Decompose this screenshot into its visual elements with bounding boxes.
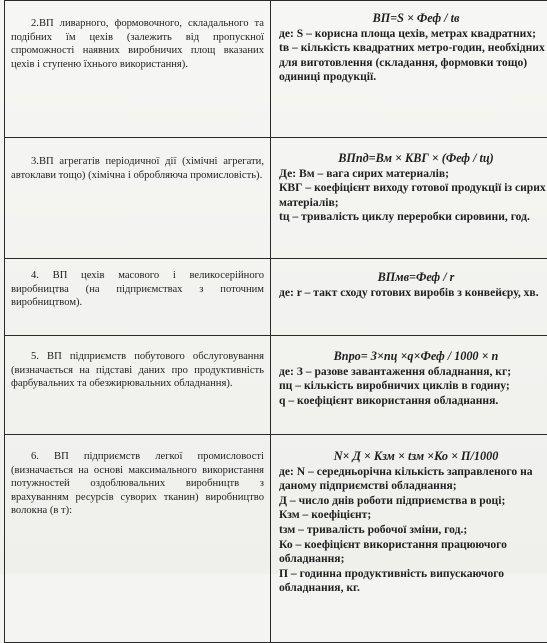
formula-definition: Кзм – коефіцієнт; [279,508,547,523]
formula: ВП=S × Феф / tв [279,11,547,26]
row-formula-cell [271,336,547,435]
table-row [5,435,547,643]
row-formula-cell [271,435,547,643]
formula: ВПмв=Феф / r [279,270,547,285]
table-row [5,336,547,435]
row-description: 5. ВП підприємств побутового обслуговування (визначається на підставі даних про продуктивність фарбувальних та обезжирювальних обладнання). [5,336,271,435]
formula-definition: q – коефіцієнт використання обладнання. [279,394,547,409]
row-description: 2.ВП ливарного, формовочного, складального та подібних їм цехів (залежить від пропускної спроможності наявних виробничих площ вказаних цехів і ступеню їхнього використання). [5,1,271,138]
formula-definition: tц – тривалість циклу переробки сировини, год. [279,210,547,225]
formula: N× Д × Кзм × tзм ×Ко × П/1000 [279,449,547,464]
formula-definition: П – годинна продуктивність випускаючого обладнания, кг. [279,567,547,596]
formula-definition: Ко – коефіцієнт використання працюючого обладнання; [279,538,547,567]
row-description: 6. ВП підприємств легкої промисловості (визначається на основі максимального використання потужностей оздоблювальних виробництв з врахуванням ресурсів суворих тканин) виробництво волокна (в т): [5,435,271,643]
formula-definition: де: r – такт сходу готових виробів з конвейєру, хв. [279,286,547,301]
row-description: 4. ВП цехів масового і великосерійного виробництва (на підприємствах з поточним виробництвом). [5,259,271,336]
row-formula-cell [271,259,547,336]
formula-definition: пц – кількість виробничих циклів в годину; [279,379,547,394]
row-formula-cell [271,1,547,138]
formula-definition: tв – кількість квадратних метро-годин, необхідних для виготовлення (складання, формовки тощо) одиниці продукції. [279,41,547,85]
table-row [5,138,547,259]
formula: Впpo= З×пц ×q×Феф / 1000 × п [279,349,547,364]
capacity-formulas-table [4,0,547,643]
formula-definition: tзм – тривалість робочої зміни, год.; [279,523,547,538]
table-row [5,259,547,336]
formula-definition: Д – число днів роботи підприємства в році; [279,494,547,509]
formula-definition: де: З – разове завантаження обладнання, кг; [279,365,547,380]
formula-definition: де: S – корисна площа цехів, метрах квадратних; [279,27,547,42]
table-row [5,1,547,138]
formula: ВПпд=Вм × КВГ × (Феф / tц) [279,151,547,166]
row-formula-cell [271,138,547,259]
row-description: 3.ВП агрегатів періодичної дії (хімічні агрегати, автоклави тощо) (хімічна і обробляюча промисловість). [5,138,271,259]
formula-definition: КВГ – коефіцієнт виходу готової продукції із сирих матеріалів; [279,181,547,210]
formula-definition: де: N – середньорічна кількість заправленого на даному підприємстві обладнання; [279,465,547,494]
formula-definition: Де: Вм – вага сирих материалів; [279,167,547,182]
